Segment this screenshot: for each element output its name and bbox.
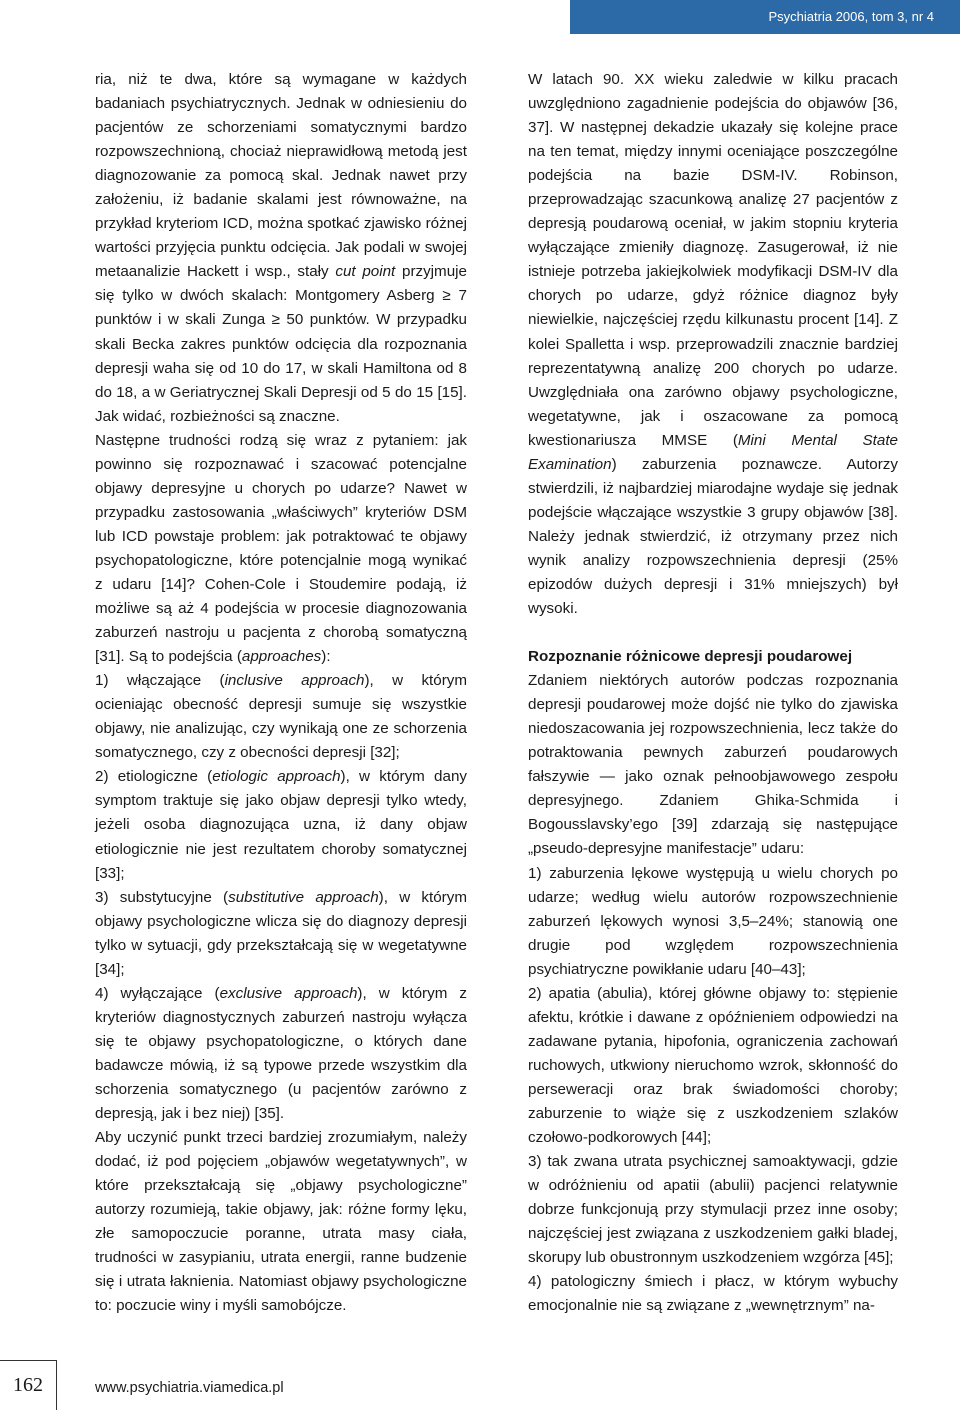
paragraph: W latach 90. XX wieku zaledwie w kilku pracach uwzględniono zagadnienie podejścia do objawów [36, 37]. W następnej dekadzie ukazały się kolejne prace na ten temat, między innymi oceniające poszczególne podejścia na bazie DSM-IV. Robinson, przeprowadzając szacunkową analizę 27 pacjentów z depresją poudarową oceniał, w jakim stopniu kryteria wyłączające zmieniły diagnozę. Zasugerował, iż nie istnieje potrzeba jakiejkolwiek modyfikacji DSM-IV dla chorych po udarze, gdyż różnice diagnoz były niewielkie, najczęściej rzędu kilkunastu procent [14]. Z kolei Spalletta i wsp. przeprowadzili znacznie bardziej reprezentatywną analizę 200 chorych po udarze. Uwzględniała ona zarówno objawy psychologiczne, wegetatywne, jak i oszacowane za pomocą kwestionariusza MMSE (Mini Mental State Examination) zaburzenia poznawcze. Autorzy stwierdzili, iż najbardziej miarodajne wydaje się jednak podejście włączające wszystkie 3 grupy objawów [38]. Należy jednak stwierdzić, iż otrzymany przez nich wynik analizy rozpowszechnienia depresji (25% epizodów dużych depresji i 31% mniejszych) był wysoki. — [528, 71, 898, 618]
paragraph: Zdaniem niektórych autorów podczas rozpoznania depresji poudarowej może dojść nie tylko do zjawiska niedoszacowania jej rozpowszechnienia, lecz także do potraktowania pewnych zaburzeń poudarowych fałszywie — jako oznak pełnoobjawowego zespołu depresyjnego. Zdaniem Ghika-Schmida i Bogousslavsky’ego [39] zdarzają się następujące „pseudo-depresyjne manifestacje” udaru: — [528, 672, 898, 858]
right-column — [528, 68, 898, 1318]
footer-divider — [0, 1360, 56, 1361]
page-footer — [0, 1352, 960, 1410]
page-header — [0, 0, 960, 34]
list-item: 2) apatia (abulia), której główne objawy to: stępienie afektu, krótkie i dawane z opóźnieniem odpowiedzi na zadawane pytania, hipofonia, ograniczenia zachowań ruchowych, utkwiony nieruchomo wzrok, skłonność do perseweracji oraz brak świadomości choroby; zaburzenie to wiąże się z uszkodzeniem szlaków czołowo-podkorowych [44]; — [528, 984, 898, 1147]
paragraph: Następne trudności rodzą się wraz z pytaniem: jak powinno się rozpoznawać i szacować potencjalne objawy depresyjne u chorych po udarze? Nawet w przypadku zastosowania „właściwych” kryteriów DSM lub ICD powstaje problem: jak potraktować te objawy psychopatologiczne, które potencjalnie mogą wynikać z udaru [14]? Cohen-Cole i Stoudemire podają, iż możliwe są aż 4 podejścia w procesie diagnozowania zaburzeń nastroju u pacjenta z chorobą somatyczną [31]. Są to podejścia (approaches): — [95, 431, 467, 666]
page-number: 162 — [13, 1374, 43, 1396]
list-item: 3) substytucyjne (substitutive approach), w którym objawy psychologiczne wlicza się do diagnozy depresji tylko w sytuacji, gdy przekształcają się w wegetatywne [34]; — [95, 888, 467, 978]
list-item: 3) tak zwana utrata psychicznej samoaktywacji, gdzie w odróżnieniu od apatii (abulii) pacjenci relatywnie dobrze funkcjonują przy stymulacji przez inne osoby; najczęściej jest związana z uszkodzeniem gałki bladej, skorupy lub obustronnym uszkodzeniem wzgórza [45]; — [528, 1153, 898, 1267]
list-item: 4) wyłączające (exclusive approach), w którym z kryteriów diagnostycznych zaburzeń nastroju wyłącza się te objawy psychopatologiczne, o których dane badawcze mówią, iż są typowe przede wszystkim dla schorzenia somatycznego (u pacjentów zarówno z depresją, jak i bez niej) [35]. — [95, 984, 467, 1123]
journal-url[interactable]: www.psychiatria.viamedica.pl — [95, 1380, 284, 1396]
left-column — [95, 68, 467, 1318]
section-spacer — [528, 621, 898, 645]
list-item: 4) patologiczny śmiech i płacz, w którym wybuchy emocjonalnie nie są związane z „wewnętrznym” na- — [528, 1273, 898, 1315]
list-item: 1) zaburzenia lękowe występują u wielu chorych po udarze; według wielu autorów rozpowszechnienie zaburzeń lękowych wynosi 3,5–24%; stanowią one drugie pod względem rozpowszechnienia psychiatryczne powikłanie udaru [40–43]; — [528, 864, 898, 978]
paragraph: ria, niż te dwa, które są wymagane w każdych badaniach psychiatrycznych. Jednak w odniesieniu do pacjentów ze schorzeniami somatycznymi bardzo rozpowszechnioną, chociaż nieprawidłową metodą jest diagnozowanie za pomocą skal. Jednak nawet przy założeniu, iż badanie skalami jest równoważne, na przykład kryteriom ICD, można spotkać zjawisko różnej wartości przyjęcia punktu odcięcia. Jak podali w swojej metaanalizie Hackett i wsp., stały cut point przyjmuje się tylko w dwóch skalach: Montgomery Asberg ≥ 7 punktów i w skali Zunga ≥ 50 punktów. W przypadku skali Becka zakres punktów odcięcia dla rozpoznania depresji waha się od 10 do 17, w skali Hamiltona od 8 do 18, a w Geriatrycznej Skali Depresji od 5 do 15 [15]. Jak widać, rozbieżności są znaczne. — [95, 71, 467, 425]
footer-vertical-rule — [56, 1360, 57, 1410]
list-item: 2) etiologiczne (etiologic approach), w którym dany symptom traktuje się jako objaw depresji tylko wtedy, jeżeli osoba diagnozująca uzna, iż dany objaw etiologicznie nie jest rezultatem choroby somatycznej [33]; — [95, 768, 467, 882]
section-heading: Rozpoznanie różnicowe depresji poudarowej — [528, 648, 853, 666]
paragraph: Aby uczynić punkt trzeci bardziej zrozumiałym, należy dodać, iż pod pojęciem „objawów wegetatywnych”, w które przekształcają się „objawy psychologiczne” autorzy rozumieją, takie objawy, jak: różne formy lęku, złe samopoczucie poranne, utrata masy ciała, trudności w zasypianiu, utrata energii, ranne budzenie się i utrata łaknienia. Natomiast objawy psychologiczne to: poczucie winy i myśli samobójcze. — [95, 1129, 467, 1315]
list-item: 1) włączające (inclusive approach), w którym ocieniając obecność depresji sumuje się wszystkie objawy, nie analizując, czy wynikają one ze schorzenia somatycznego, czy z obecności depresji [32]; — [95, 672, 468, 762]
journal-title: Psychiatria 2006, tom 3, nr 4 — [570, 0, 960, 34]
